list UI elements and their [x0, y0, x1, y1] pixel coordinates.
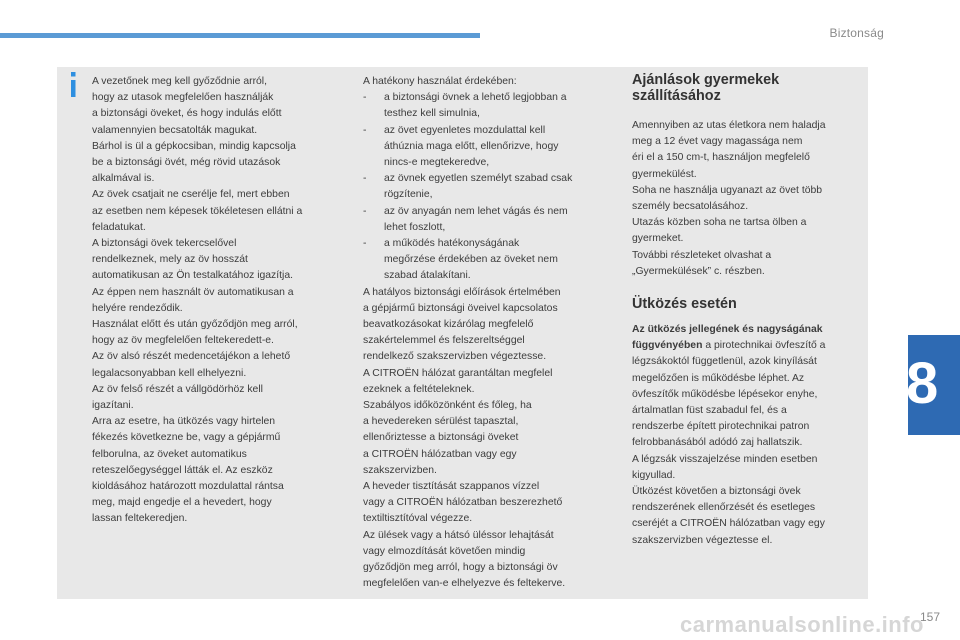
- collision-bold-line: Az ütközés jellegének és nagyságának: [632, 324, 823, 336]
- bullet-text: [384, 171, 615, 203]
- text-line: meg, majd engedje el a hevedert, hogy: [92, 497, 272, 509]
- bullet-item: [363, 90, 615, 122]
- text-line: A vezetőnek meg kell győződnie arról,: [92, 76, 268, 87]
- seatbelt-general-text: [92, 74, 350, 528]
- text-line: rendszerének ellenőrzését és esetleges: [632, 502, 816, 514]
- text-line: feladatukat.: [92, 221, 146, 233]
- text-line: kigyullad.: [632, 469, 676, 481]
- text-line: a hevedereken sérülést tapasztal,: [363, 416, 519, 428]
- bullet-dash: -: [363, 124, 367, 136]
- text-line: rögzítenie,: [384, 189, 433, 201]
- bullet-text: [384, 123, 615, 172]
- bullet-item: [363, 236, 615, 285]
- children-collision-text: [632, 72, 864, 549]
- text-line: a gépjármű biztonsági öveivel kapcsolatos: [363, 302, 558, 314]
- collision-heading: Ütközés esetén: [632, 296, 737, 313]
- text-line: szabad átalakítani.: [384, 270, 471, 282]
- text-line: textiltisztítóval végezze.: [363, 513, 473, 525]
- text-line: „Gyermekülések” c. részben.: [632, 265, 765, 277]
- info-icon: [64, 72, 82, 98]
- text-line: igazítani.: [92, 400, 134, 412]
- bullet-item: [363, 171, 615, 203]
- text-line: légzsákoktól függetlenül, azok kinyílását: [632, 356, 817, 368]
- text-line: A heveder tisztítását szappanos vízzel: [363, 481, 540, 493]
- text-line: Az éppen nem használt öv automatikusan a: [92, 286, 294, 298]
- text-line: nincs-e megtekeredve,: [384, 157, 490, 169]
- text-line: Soha ne használja ugyanazt az övet több: [632, 184, 823, 196]
- text-line: éri el a 150 cm-t, használjon megfelelő: [632, 152, 810, 164]
- text-line: övfeszítők működésbe lépésekor enyhe,: [632, 388, 818, 400]
- children-paragraph: [632, 118, 864, 280]
- text-line: ezeknek a feltételeknek.: [363, 383, 475, 395]
- text-line: áthúznia maga előtt, ellenőrizve, hogy: [384, 140, 559, 152]
- text-line: testhez kell simulnia,: [384, 108, 480, 120]
- text-line: beavatkozásokat kizárólag megfelelő: [363, 319, 534, 331]
- text-line: gyermeket.: [632, 233, 684, 245]
- text-line: Bárhol is ül a gépkocsiban, mindig kapcsolja: [92, 140, 296, 152]
- page-number: 157: [919, 610, 940, 624]
- text-line: a CITROËN hálózatban vagy egy: [363, 448, 517, 460]
- text-line: A légzsák visszajelzése minden esetben: [632, 453, 818, 465]
- text-line: Utazás közben soha ne tartsa ölben a: [632, 217, 807, 229]
- text-line: személy becsatolásához.: [632, 201, 749, 213]
- text-line: vagy a CITROËN hálózatban beszerezhető: [363, 497, 563, 509]
- text-line: ártalmatlan füst szabadul fel, és a: [632, 405, 787, 417]
- text-line: Ütközést követően a biztonsági övek: [632, 486, 801, 498]
- collision-mixed-line: függvényében a pirotechnikai övfeszítő a: [632, 340, 826, 352]
- header-accent-bar: [0, 33, 480, 38]
- text-line: valamennyien becsatolták magukat.: [92, 124, 258, 136]
- text-line: rendszerbe épített pirotechnikai patron: [632, 421, 810, 433]
- text-line: Használat előtt és után győződjön meg arról,: [92, 319, 298, 331]
- text-line: rendelkeznek, mely az öv hosszát: [92, 254, 248, 266]
- text-line: lassan feltekeredjen.: [92, 513, 188, 525]
- text-line: az esetben nem képesek tökéletesen ellátni a: [92, 205, 303, 217]
- bullet-dash: -: [363, 238, 367, 250]
- text-line: kioldásához határozott mozdulattal rántsa: [92, 481, 284, 493]
- bullet-dash: -: [363, 92, 367, 104]
- text-line: További részleteket olvashat a: [632, 249, 772, 261]
- text-line: alkalmával is.: [92, 173, 155, 185]
- bullet-text: [384, 90, 615, 122]
- bullet-text: [384, 204, 615, 236]
- bullet-dash: -: [363, 173, 367, 185]
- text-line: hogy az utasok megfelelően használják: [92, 92, 274, 104]
- text-line: felrobbanásából adódó zaj hallatszik.: [632, 437, 803, 449]
- children-heading: Ajánlások gyermekek szállításához: [632, 72, 780, 104]
- text-line: be a biztonsági övét, még rövid utazások: [92, 157, 281, 169]
- section-title: Biztonság: [829, 26, 884, 40]
- usage-intro: A hatékony használat érdekében:: [363, 76, 517, 87]
- bullet-item: [363, 123, 615, 172]
- text-line: Szabályos időközönként és főleg, ha: [363, 400, 532, 412]
- bullet-text: [384, 236, 615, 285]
- text-line: legalacsonyabban kell elhelyezni.: [92, 367, 247, 379]
- text-line: Az öv alsó részét medencetájékon a lehető: [92, 351, 291, 363]
- text-line: A biztonsági övek tekercselővel: [92, 238, 237, 250]
- text-line: szakértelemmel és felszereltséggel: [363, 335, 525, 347]
- text-line: fékezés következne be, vagy a gépjármű: [92, 432, 281, 444]
- text-line: Az övek csatjait ne cserélje fel, mert ebben: [92, 189, 290, 201]
- text-line: gyermekülést.: [632, 168, 697, 180]
- text-line: vagy elmozdítását követően mindig: [363, 545, 526, 557]
- text-line: megőrzése érdekében az öveket nem: [384, 254, 558, 266]
- text-line: felborulna, az öveket automatikus: [92, 448, 247, 460]
- text-line: szakszervizben.: [363, 464, 437, 476]
- text-line: Amennyiben az utas életkora nem haladja: [632, 120, 826, 131]
- text-line: a biztonsági övnek a lehető legjobban a: [384, 92, 567, 104]
- text-line: Az ülések vagy a hátsó üléssor lehajtását: [363, 529, 554, 541]
- bullet-item: [363, 204, 615, 236]
- text-line: a biztonsági öveket, és hogy indulás előtt: [92, 108, 282, 120]
- text-line: rendelkező szakszervizben végeztesse.: [363, 351, 547, 363]
- text-line: helyére rendeződik.: [92, 302, 183, 314]
- text-line: a működés hatékonyságának: [384, 238, 520, 250]
- text-line: győződjön meg arról, hogy a biztonsági öv: [363, 562, 558, 574]
- text-line: hogy az öv megfelelően feltekeredett-e.: [92, 335, 274, 347]
- bullet-dash: -: [363, 205, 367, 217]
- text-line: az öv anyagán nem lehet vágás és nem: [384, 205, 568, 217]
- text-line: szakszervizben végeztesse el.: [632, 534, 773, 546]
- text-line: lehet foszlott,: [384, 221, 446, 233]
- text-line: A CITROËN hálózat garantáltan megfelel: [363, 367, 553, 379]
- text-line: reteszelőegységgel látták el. Az eszköz: [92, 464, 273, 476]
- text-line: cseréjét a CITROËN hálózatban vagy egy: [632, 518, 825, 530]
- chapter-number: 8: [906, 351, 939, 416]
- footer-watermark: carmanualsonline.info: [680, 612, 924, 637]
- text-line: az övet egyenletes mozdulattal kell: [384, 124, 546, 136]
- usage-rest-text: [363, 285, 615, 593]
- text-line: megelőzően is működésbe léphet. Az: [632, 372, 805, 384]
- usage-bullet-list: [363, 90, 615, 284]
- text-line: A hatályos biztonsági előírások értelmében: [363, 286, 561, 298]
- seatbelt-usage-text: [363, 74, 615, 593]
- text-line: az övnek egyetlen személyt szabad csak: [384, 173, 573, 185]
- text-line: automatikusan az Ön testalkatához igazítja.: [92, 270, 293, 282]
- text-line: megfelelően van-e elhelyezve és feltekerve.: [363, 578, 566, 590]
- collision-paragraph: [632, 354, 864, 548]
- text-line: ellenőriztesse a biztonsági öveket: [363, 432, 519, 444]
- text-line: meg a 12 évet vagy magassága nem: [632, 136, 803, 148]
- text-line: Arra az esetre, ha ütközés vagy hirtelen: [92, 416, 276, 428]
- text-line: Az öv felső részét a vállgödörhöz kell: [92, 383, 263, 395]
